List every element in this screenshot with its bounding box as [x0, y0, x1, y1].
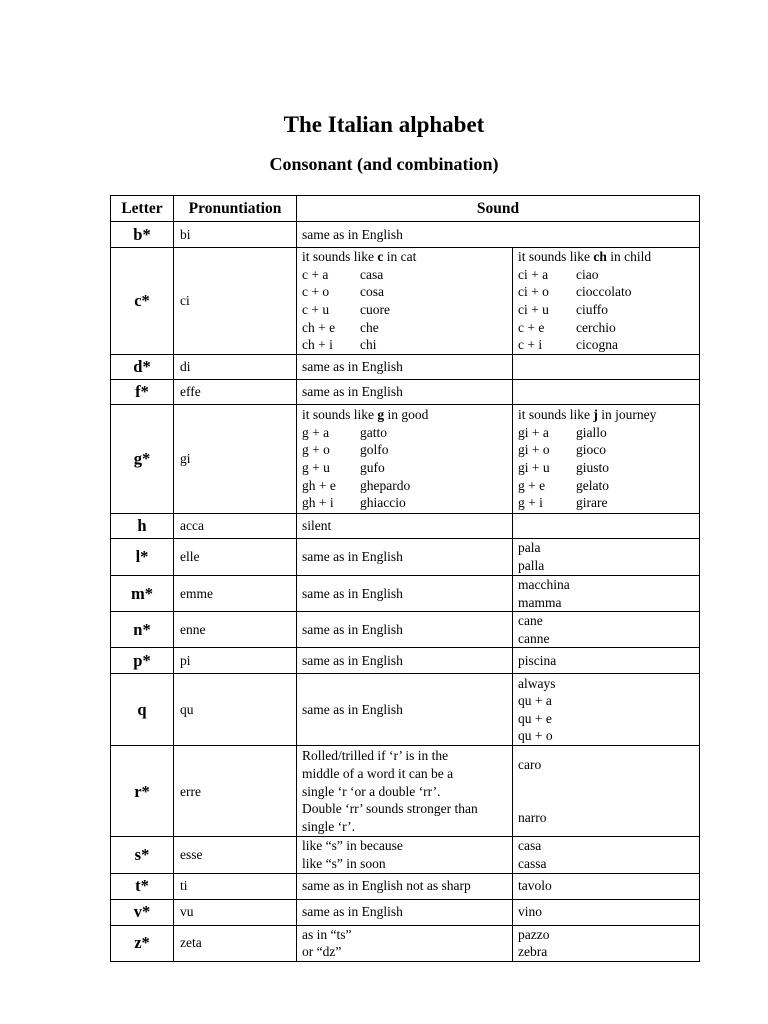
letter-cell: n*	[111, 612, 174, 648]
pronunciation-cell: effe	[174, 380, 297, 405]
letter-cell: p*	[111, 648, 174, 674]
sound-cell: same as in English	[297, 899, 513, 925]
example-cell	[513, 380, 700, 405]
table-row	[111, 899, 700, 925]
sound-cell-soft	[513, 405, 700, 514]
combination: g + a gatto	[302, 424, 387, 440]
pronunciation-cell: qu	[174, 674, 297, 746]
letter-cell: s*	[111, 837, 174, 873]
sound-cell: same as in English	[297, 674, 513, 746]
pronunciation-cell: elle	[174, 539, 297, 576]
sound-cell: same as in English	[297, 222, 700, 248]
table-row	[111, 355, 700, 380]
combination: gh + e ghepardo	[302, 477, 411, 493]
letter-cell: h	[111, 514, 174, 539]
example-cell: macchina mamma	[513, 576, 700, 612]
pronunciation-cell: enne	[174, 612, 297, 648]
table-row	[111, 873, 700, 899]
sound-intro: it sounds like g in good	[302, 407, 429, 423]
table-row	[111, 514, 700, 539]
page-title: The Italian alphabet	[283, 112, 485, 137]
header-letter: Letter	[111, 196, 174, 222]
pronunciation-cell: esse	[174, 837, 297, 873]
example-cell: pazzo zebra	[513, 925, 700, 961]
letter-cell: v*	[111, 899, 174, 925]
table-row	[111, 837, 700, 873]
alphabet-table	[110, 195, 700, 962]
example-cell: caro narro	[513, 746, 700, 837]
sound-cell-soft	[513, 248, 700, 355]
example-cell: casa cassa	[513, 837, 700, 873]
sound-cell: Rolled/trilled if ‘r’ is in the middle of a word it can be a single ‘r ‘or a double ‘rr’. Double ‘rr’ sounds stronger than single ‘r’.	[297, 746, 513, 837]
combination: g + o golfo	[302, 442, 389, 458]
sound-cell: same as in English	[297, 539, 513, 576]
combination: c + o cosa	[302, 284, 384, 300]
letter-cell: b*	[111, 222, 174, 248]
combination: g + e gelato	[518, 477, 609, 493]
example-cell: cane canne	[513, 612, 700, 648]
pronunciation-cell: zeta	[174, 925, 297, 961]
pronunciation-cell: vu	[174, 899, 297, 925]
pronunciation-cell: pi	[174, 648, 297, 674]
combination: c + i cicogna	[518, 337, 618, 353]
combination: ci + o cioccolato	[518, 284, 632, 300]
table-row	[111, 405, 700, 514]
combination: g + i girare	[518, 495, 608, 511]
pronunciation-cell: ti	[174, 873, 297, 899]
combination: c + u cuore	[302, 302, 390, 317]
table-row	[111, 746, 700, 837]
letter-cell: f*	[111, 380, 174, 405]
letter-cell: r*	[111, 746, 174, 837]
letter-cell: g*	[111, 405, 174, 514]
pronunciation-cell: bi	[174, 222, 297, 248]
letter-cell: m*	[111, 576, 174, 612]
combination: gi + a giallo	[518, 424, 607, 440]
letter-cell: z*	[111, 925, 174, 961]
sound-cell: same as in English not as sharp	[297, 873, 513, 899]
combination: gh + i ghiaccio	[302, 495, 406, 511]
table-row	[111, 539, 700, 576]
pronunciation-cell: di	[174, 355, 297, 380]
combination: ci + u ciuffo	[518, 302, 608, 317]
example-cell: always qu + a qu + e qu + o	[513, 674, 700, 746]
pronunciation-cell: gi	[174, 405, 297, 514]
example-cell: pala palla	[513, 539, 700, 576]
sound-cell: same as in English	[297, 648, 513, 674]
table-row	[111, 674, 700, 746]
sound-cell: same as in English	[297, 612, 513, 648]
letter-cell: t*	[111, 873, 174, 899]
table-row	[111, 380, 700, 405]
header-sound: Sound	[297, 196, 700, 222]
pronunciation-cell: emme	[174, 576, 297, 612]
letter-cell: d*	[111, 355, 174, 380]
table-row	[111, 576, 700, 612]
sound-intro: it sounds like c in cat	[302, 249, 417, 265]
sound-cell: same as in English	[297, 576, 513, 612]
letter-cell: q	[111, 674, 174, 746]
sound-intro: it sounds like j in journey	[518, 407, 657, 423]
sound-cell-hard	[297, 248, 513, 355]
combination: ch + i chi	[302, 337, 377, 353]
sound-intro: it sounds like ch in child	[518, 249, 652, 265]
sound-cell: same as in English	[297, 380, 513, 405]
table-row	[111, 925, 700, 961]
table-row	[111, 648, 700, 674]
example-cell	[513, 514, 700, 539]
sound-cell: as in “ts” or “dz”	[297, 925, 513, 961]
sound-cell: silent	[297, 514, 513, 539]
combination: c + e cerchio	[518, 319, 616, 335]
sound-cell: like “s” in because like “s” in soon	[297, 837, 513, 873]
example-cell: piscina	[513, 648, 700, 674]
sound-cell: same as in English	[297, 355, 513, 380]
example-cell: tavolo	[513, 873, 700, 899]
combination: ch + e che	[302, 319, 379, 335]
header-row	[111, 196, 700, 222]
table-row	[111, 222, 700, 248]
combination: g + u gufo	[302, 460, 385, 475]
pronunciation-cell: ci	[174, 248, 297, 355]
pronunciation-cell: acca	[174, 514, 297, 539]
page-subtitle: Consonant (and combination)	[269, 154, 499, 174]
table-row	[111, 248, 700, 355]
header-pronunciation: Pronuntiation	[174, 196, 297, 222]
example-cell	[513, 355, 700, 380]
combination: ci + a ciao	[518, 266, 599, 282]
letter-cell: c*	[111, 248, 174, 355]
example-cell: vino	[513, 899, 700, 925]
sound-cell-hard	[297, 405, 513, 514]
table-row	[111, 612, 700, 648]
pronunciation-cell: erre	[174, 746, 297, 837]
combination: gi + o gioco	[518, 442, 606, 458]
letter-cell: l*	[111, 539, 174, 576]
combination: c + a casa	[302, 266, 384, 282]
combination: gi + u giusto	[518, 460, 610, 475]
